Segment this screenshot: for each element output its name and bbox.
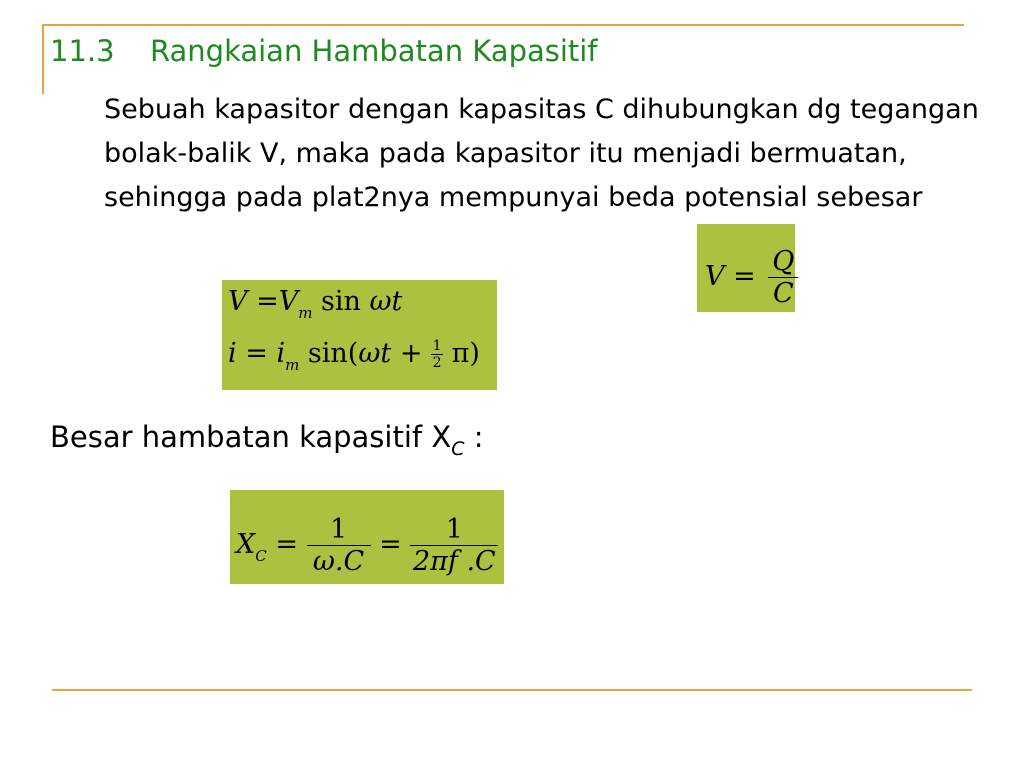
equals-sign: = bbox=[256, 286, 279, 317]
half-denominator: 2 bbox=[432, 355, 442, 371]
reactance-text: Besar hambatan kapasitif X bbox=[50, 420, 452, 454]
vm-symbol: V bbox=[278, 286, 299, 317]
body-paragraph: Sebuah kapasitor dengan kapasitas C dihubungkan dg tegangan bolak-balik V, maka pada kapasitor itu menjadi bermuatan, sehingga pada plat2nya mempunyai beda potensial sebesar bbox=[104, 94, 979, 213]
equals-sign: = bbox=[245, 338, 268, 369]
eq-sign: = bbox=[733, 261, 756, 292]
frac1-denominator: ω.C bbox=[307, 545, 371, 577]
section-number: 11.3 bbox=[50, 34, 115, 68]
top-rule bbox=[42, 24, 964, 26]
sin-function: sin bbox=[321, 286, 361, 317]
equals-sign-2: = bbox=[379, 529, 402, 560]
bottom-rule bbox=[52, 689, 972, 691]
frac2-numerator: 1 bbox=[445, 514, 463, 545]
current-equation bbox=[228, 338, 480, 374]
xc-subscript: C bbox=[255, 547, 267, 565]
eq-denominator: C bbox=[768, 277, 798, 309]
frac2-denominator: 2πf .C bbox=[410, 545, 498, 577]
section-title: Rangkaian Hambatan Kapasitif bbox=[150, 34, 598, 68]
equation-voltage-current bbox=[222, 280, 497, 390]
reactance-subscript: C bbox=[451, 438, 465, 460]
plus-sign: + bbox=[399, 338, 423, 369]
left-rule bbox=[42, 24, 44, 94]
eq-lhs: V bbox=[705, 261, 725, 292]
omega-t: ωt bbox=[358, 338, 392, 369]
xc-symbol: X bbox=[236, 529, 256, 560]
v-symbol: V bbox=[228, 286, 248, 317]
voltage-equation bbox=[228, 286, 403, 322]
capacitive-reactance-label bbox=[50, 420, 484, 460]
im-symbol: i bbox=[276, 338, 286, 369]
pi-close: π) bbox=[451, 338, 480, 369]
equals-sign-1: = bbox=[275, 529, 298, 560]
half-numerator: 1 bbox=[432, 338, 442, 354]
frac1-numerator: 1 bbox=[329, 514, 348, 545]
i-symbol: i bbox=[228, 338, 237, 369]
sin-function: sin( bbox=[307, 338, 359, 369]
vm-subscript: m bbox=[298, 304, 313, 322]
slide-title bbox=[50, 34, 598, 68]
eq-numerator: Q bbox=[772, 246, 795, 277]
reactance-colon: : bbox=[464, 420, 484, 454]
im-subscript: m bbox=[285, 356, 300, 374]
equation-v-q-c bbox=[697, 224, 795, 312]
omega-t: ωt bbox=[369, 286, 403, 317]
equation-xc bbox=[230, 490, 504, 584]
